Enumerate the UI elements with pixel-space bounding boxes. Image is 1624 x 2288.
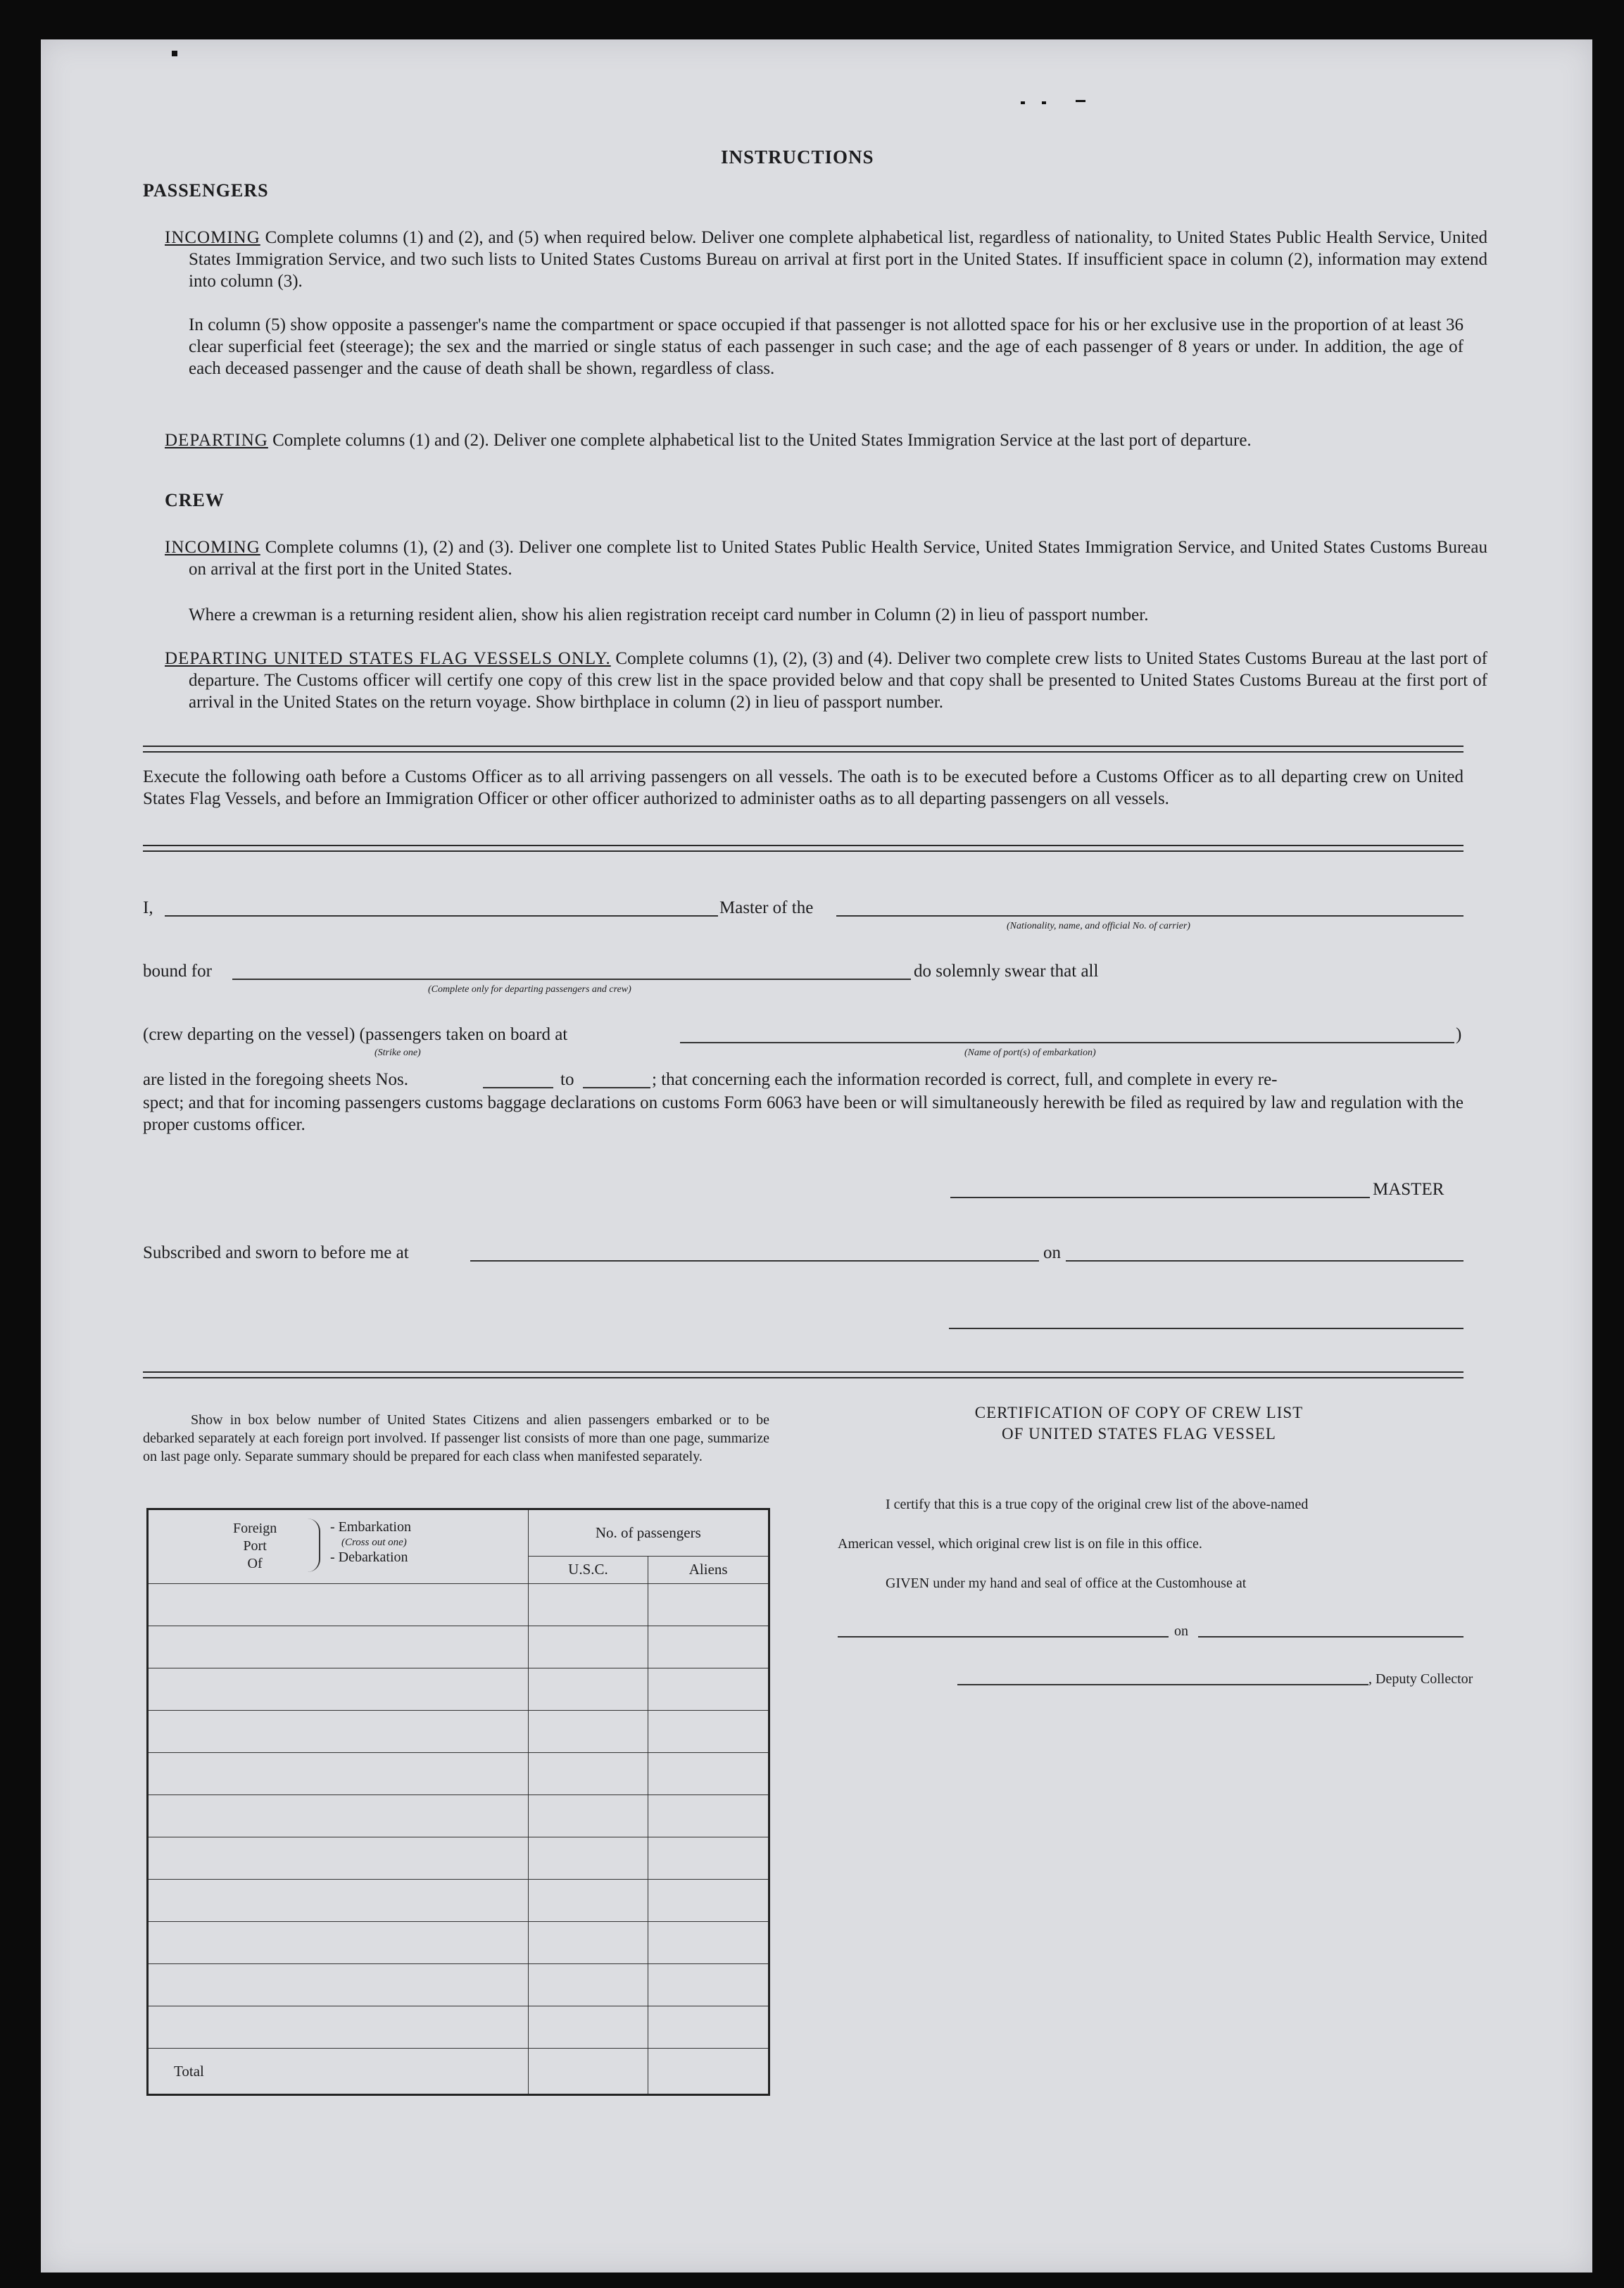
total-aliens-cell[interactable] xyxy=(648,2049,769,2095)
of-label: Of xyxy=(247,1556,263,1571)
aliens-header: Aliens xyxy=(648,1556,769,1583)
officer-signature-field[interactable] xyxy=(949,1328,1464,1329)
certification-heading xyxy=(879,1402,1399,1445)
certify-line-1: I certify that this is a true copy of the original crew list of the above-named xyxy=(886,1497,1309,1512)
aliens-cell[interactable] xyxy=(648,1584,769,1626)
port-cell[interactable] xyxy=(148,1880,529,1922)
scan-speck xyxy=(1042,101,1046,104)
passengers-departing-lead: DEPARTING xyxy=(165,431,268,450)
crew-departing-flag-lead: DEPARTING UNITED STATES FLAG VESSELS ONLY. xyxy=(165,649,611,668)
port-cell[interactable] xyxy=(148,1964,529,2006)
page-title: INSTRUCTIONS xyxy=(721,146,874,168)
usc-cell[interactable] xyxy=(528,1753,648,1795)
given-line: GIVEN under my hand and seal of office at the Customhouse at xyxy=(886,1576,1247,1591)
listed-statement: spect; and that for incoming passengers customs baggage declarations on customs Form 6063 have been or will simultaneously herewith be filed as required by law and regulation with the proper customs officer. xyxy=(143,1093,1464,1134)
passenger-summary-table xyxy=(146,1508,770,2096)
section-divider xyxy=(143,1371,1464,1378)
bound-for-label: bound for xyxy=(143,962,212,981)
aliens-cell[interactable] xyxy=(648,1837,769,1880)
section-divider xyxy=(143,746,1464,753)
customhouse-field[interactable] xyxy=(838,1636,1169,1638)
table-row xyxy=(148,1668,769,1711)
bound-for-field[interactable] xyxy=(232,979,911,980)
scan-speck xyxy=(172,51,177,56)
deputy-signature-field[interactable] xyxy=(957,1684,1368,1685)
listed-to-label: to xyxy=(560,1070,574,1089)
aliens-cell[interactable] xyxy=(648,1626,769,1668)
crew-departing-label: (crew departing on the vessel) (passengers taken on board at xyxy=(143,1025,568,1044)
aliens-cell[interactable] xyxy=(648,1668,769,1711)
passengers-incoming-paragraph xyxy=(165,227,1487,292)
crew-incoming-paragraph xyxy=(165,536,1487,580)
usc-cell[interactable] xyxy=(528,2006,648,2049)
port-cell[interactable] xyxy=(148,1711,529,1753)
passengers-departing-paragraph xyxy=(165,429,1487,451)
crew-incoming-text: Complete columns (1), (2) and (3). Deliver one complete list to United States Public Health Service, United States Immigration Service, and United States Customs Bureau on arrival at the first port in the United States. xyxy=(189,538,1487,579)
oath-intro: Execute the following oath before a Customs Officer as to all arriving passengers on all vessels. The oath is to be executed before a Customs Officer as to all departing crew on United States Flag Vessels, and before an Immigration Officer or other officer authorized to administer oaths as to all departing passengers on all vessels. xyxy=(143,767,1464,808)
table-row xyxy=(148,1922,769,1964)
master-label: MASTER xyxy=(1373,1180,1444,1199)
deputy-collector-label: , Deputy Collector xyxy=(1368,1671,1473,1687)
usc-cell[interactable] xyxy=(528,1626,648,1668)
aliens-cell[interactable] xyxy=(648,2006,769,2049)
usc-header: U.S.C. xyxy=(528,1556,648,1583)
embarkation-port-field[interactable] xyxy=(680,1042,1454,1043)
passengers-incoming-text: Complete columns (1) and (2), and (5) when required below. Deliver one complete alphabetical list, regardless of nationality, to United States Public Health Service, United States Immigration Service, and two such lists to United States Customs Bureau on arrival at first port in the United States. If insufficient space in column (2), information may extend into column (3). xyxy=(189,228,1487,291)
port-cell[interactable] xyxy=(148,1837,529,1880)
passengers-heading: PASSENGERS xyxy=(143,180,269,201)
aliens-cell[interactable] xyxy=(648,1880,769,1922)
port-cell[interactable] xyxy=(148,1626,529,1668)
usc-cell[interactable] xyxy=(528,1584,648,1626)
port-label: Port xyxy=(243,1538,267,1554)
table-row xyxy=(148,1880,769,1922)
master-of-the-label: Master of the xyxy=(719,898,814,917)
usc-cell[interactable] xyxy=(528,1837,648,1880)
usc-cell[interactable] xyxy=(528,1668,648,1711)
carrier-caption: (Nationality, name, and official No. of carrier) xyxy=(1007,921,1190,931)
port-cell[interactable] xyxy=(148,1795,529,1837)
certify-line-2: American vessel, which original crew list is on file in this office. xyxy=(838,1536,1202,1552)
crew-heading: CREW xyxy=(165,490,225,510)
table-row xyxy=(148,1753,769,1795)
table-row xyxy=(148,1584,769,1626)
debarkation-label: - Debarkation xyxy=(330,1550,408,1565)
passengers-departing-text: Complete columns (1) and (2). Deliver one complete alphabetical list to the United States Immigration Service at the last port of departure. xyxy=(267,431,1252,450)
crew-incoming-lead: INCOMING xyxy=(165,538,260,557)
table-row xyxy=(148,1626,769,1668)
total-usc-cell[interactable] xyxy=(528,2049,648,2095)
aliens-cell[interactable] xyxy=(648,1711,769,1753)
aliens-cell[interactable] xyxy=(648,1795,769,1837)
cert-on-label: on xyxy=(1174,1623,1188,1639)
no-passengers-header: No. of passengers xyxy=(528,1509,769,1557)
aliens-cell[interactable] xyxy=(648,1922,769,1964)
port-cell[interactable] xyxy=(148,1753,529,1795)
cert-date-field[interactable] xyxy=(1198,1636,1464,1638)
total-row xyxy=(148,2049,769,2095)
port-cell[interactable] xyxy=(148,1584,529,1626)
table-row xyxy=(148,1711,769,1753)
close-paren: ) xyxy=(1456,1025,1462,1044)
total-label: Total xyxy=(148,2049,529,2095)
sheet-from-field[interactable] xyxy=(483,1087,553,1088)
cross-out-label: (Cross out one) xyxy=(341,1537,407,1548)
oath-i-label: I, xyxy=(143,898,153,917)
carrier-field[interactable] xyxy=(836,915,1464,917)
column5-paragraph: In column (5) show opposite a passenger's name the compartment or space occupied if that passenger is not allotted space for his or her exclusive use in the proportion of at least 36 clear superficial feet (steerage); the sex and the married or single status of each passenger in such case; and the age of each passenger of 8 years or under. In addition, the age of each deceased passenger and the cause of death shall be shown, regardless of class. xyxy=(189,315,1464,378)
strike-one-caption: (Strike one) xyxy=(374,1048,421,1058)
port-cell[interactable] xyxy=(148,1668,529,1711)
port-cell[interactable] xyxy=(148,1922,529,1964)
aliens-cell[interactable] xyxy=(648,1964,769,2006)
section-divider xyxy=(143,845,1464,852)
certification-heading-line-2: OF UNITED STATES FLAG VESSEL xyxy=(1002,1425,1276,1442)
usc-cell[interactable] xyxy=(528,1922,648,1964)
table-row xyxy=(148,1837,769,1880)
foreign-label: Foreign xyxy=(233,1521,277,1536)
sheet-to-field[interactable] xyxy=(583,1087,650,1088)
embarkation-label: - Embarkation xyxy=(330,1519,411,1535)
sworn-location-field[interactable] xyxy=(470,1260,1039,1262)
aliens-cell[interactable] xyxy=(648,1753,769,1795)
subscribed-label: Subscribed and sworn to before me at xyxy=(143,1243,409,1262)
listed-sheets-label: are listed in the foregoing sheets Nos. xyxy=(143,1070,408,1089)
usc-cell[interactable] xyxy=(528,1964,648,2006)
bound-for-caption: (Complete only for departing passengers and crew) xyxy=(428,984,631,995)
embarkation-caption: (Name of port(s) of embarkation) xyxy=(964,1048,1096,1058)
master-signature-field[interactable] xyxy=(950,1197,1370,1198)
scan-speck xyxy=(1021,101,1025,104)
table-row xyxy=(148,2006,769,2049)
master-name-field[interactable] xyxy=(165,915,718,917)
usc-cell[interactable] xyxy=(528,1880,648,1922)
certification-heading-line-1: CERTIFICATION OF COPY OF CREW LIST xyxy=(974,1404,1304,1421)
passengers-incoming-lead: INCOMING xyxy=(165,228,260,247)
port-cell[interactable] xyxy=(148,2006,529,2049)
sworn-on-label: on xyxy=(1043,1243,1061,1262)
brace-icon xyxy=(308,1519,320,1572)
crew-departing-flag-paragraph xyxy=(165,648,1487,713)
table-row xyxy=(148,1795,769,1837)
resident-alien-paragraph: Where a crewman is a returning resident alien, show his alien registration receipt card number in Column (2) in lieu of passport number. xyxy=(189,605,1149,624)
summary-note: Show in box below number of United States Citizens and alien passengers embarked or to be debarked separately at each foreign port involved. If passenger list consists of more than one page, summarize on last page only. Separate summary should be prepared for each class when manifested separately. xyxy=(143,1412,769,1464)
foreign-port-header xyxy=(148,1509,529,1584)
listed-continuation: ; that concerning each the information recorded is correct, full, and complete in every re- xyxy=(652,1070,1278,1089)
form-sheet xyxy=(41,39,1592,2273)
usc-cell[interactable] xyxy=(528,1711,648,1753)
usc-cell[interactable] xyxy=(528,1795,648,1837)
sworn-date-field[interactable] xyxy=(1066,1260,1464,1262)
scan-speck xyxy=(1076,100,1085,102)
table-row xyxy=(148,1964,769,2006)
swear-label: do solemnly swear that all xyxy=(914,962,1099,981)
crew-departing-flag-text: Complete columns (1), (2), (3) and (4). Deliver two complete crew lists to United States Customs Bureau at the last port of departure. The Customs officer will certify one copy of this crew list in the space provided below and that copy shall be presented to United States Customs Bureau at the first port of arrival in the United States on the return voyage. Show birthplace in column (2) in lieu of passport number. xyxy=(189,649,1487,712)
